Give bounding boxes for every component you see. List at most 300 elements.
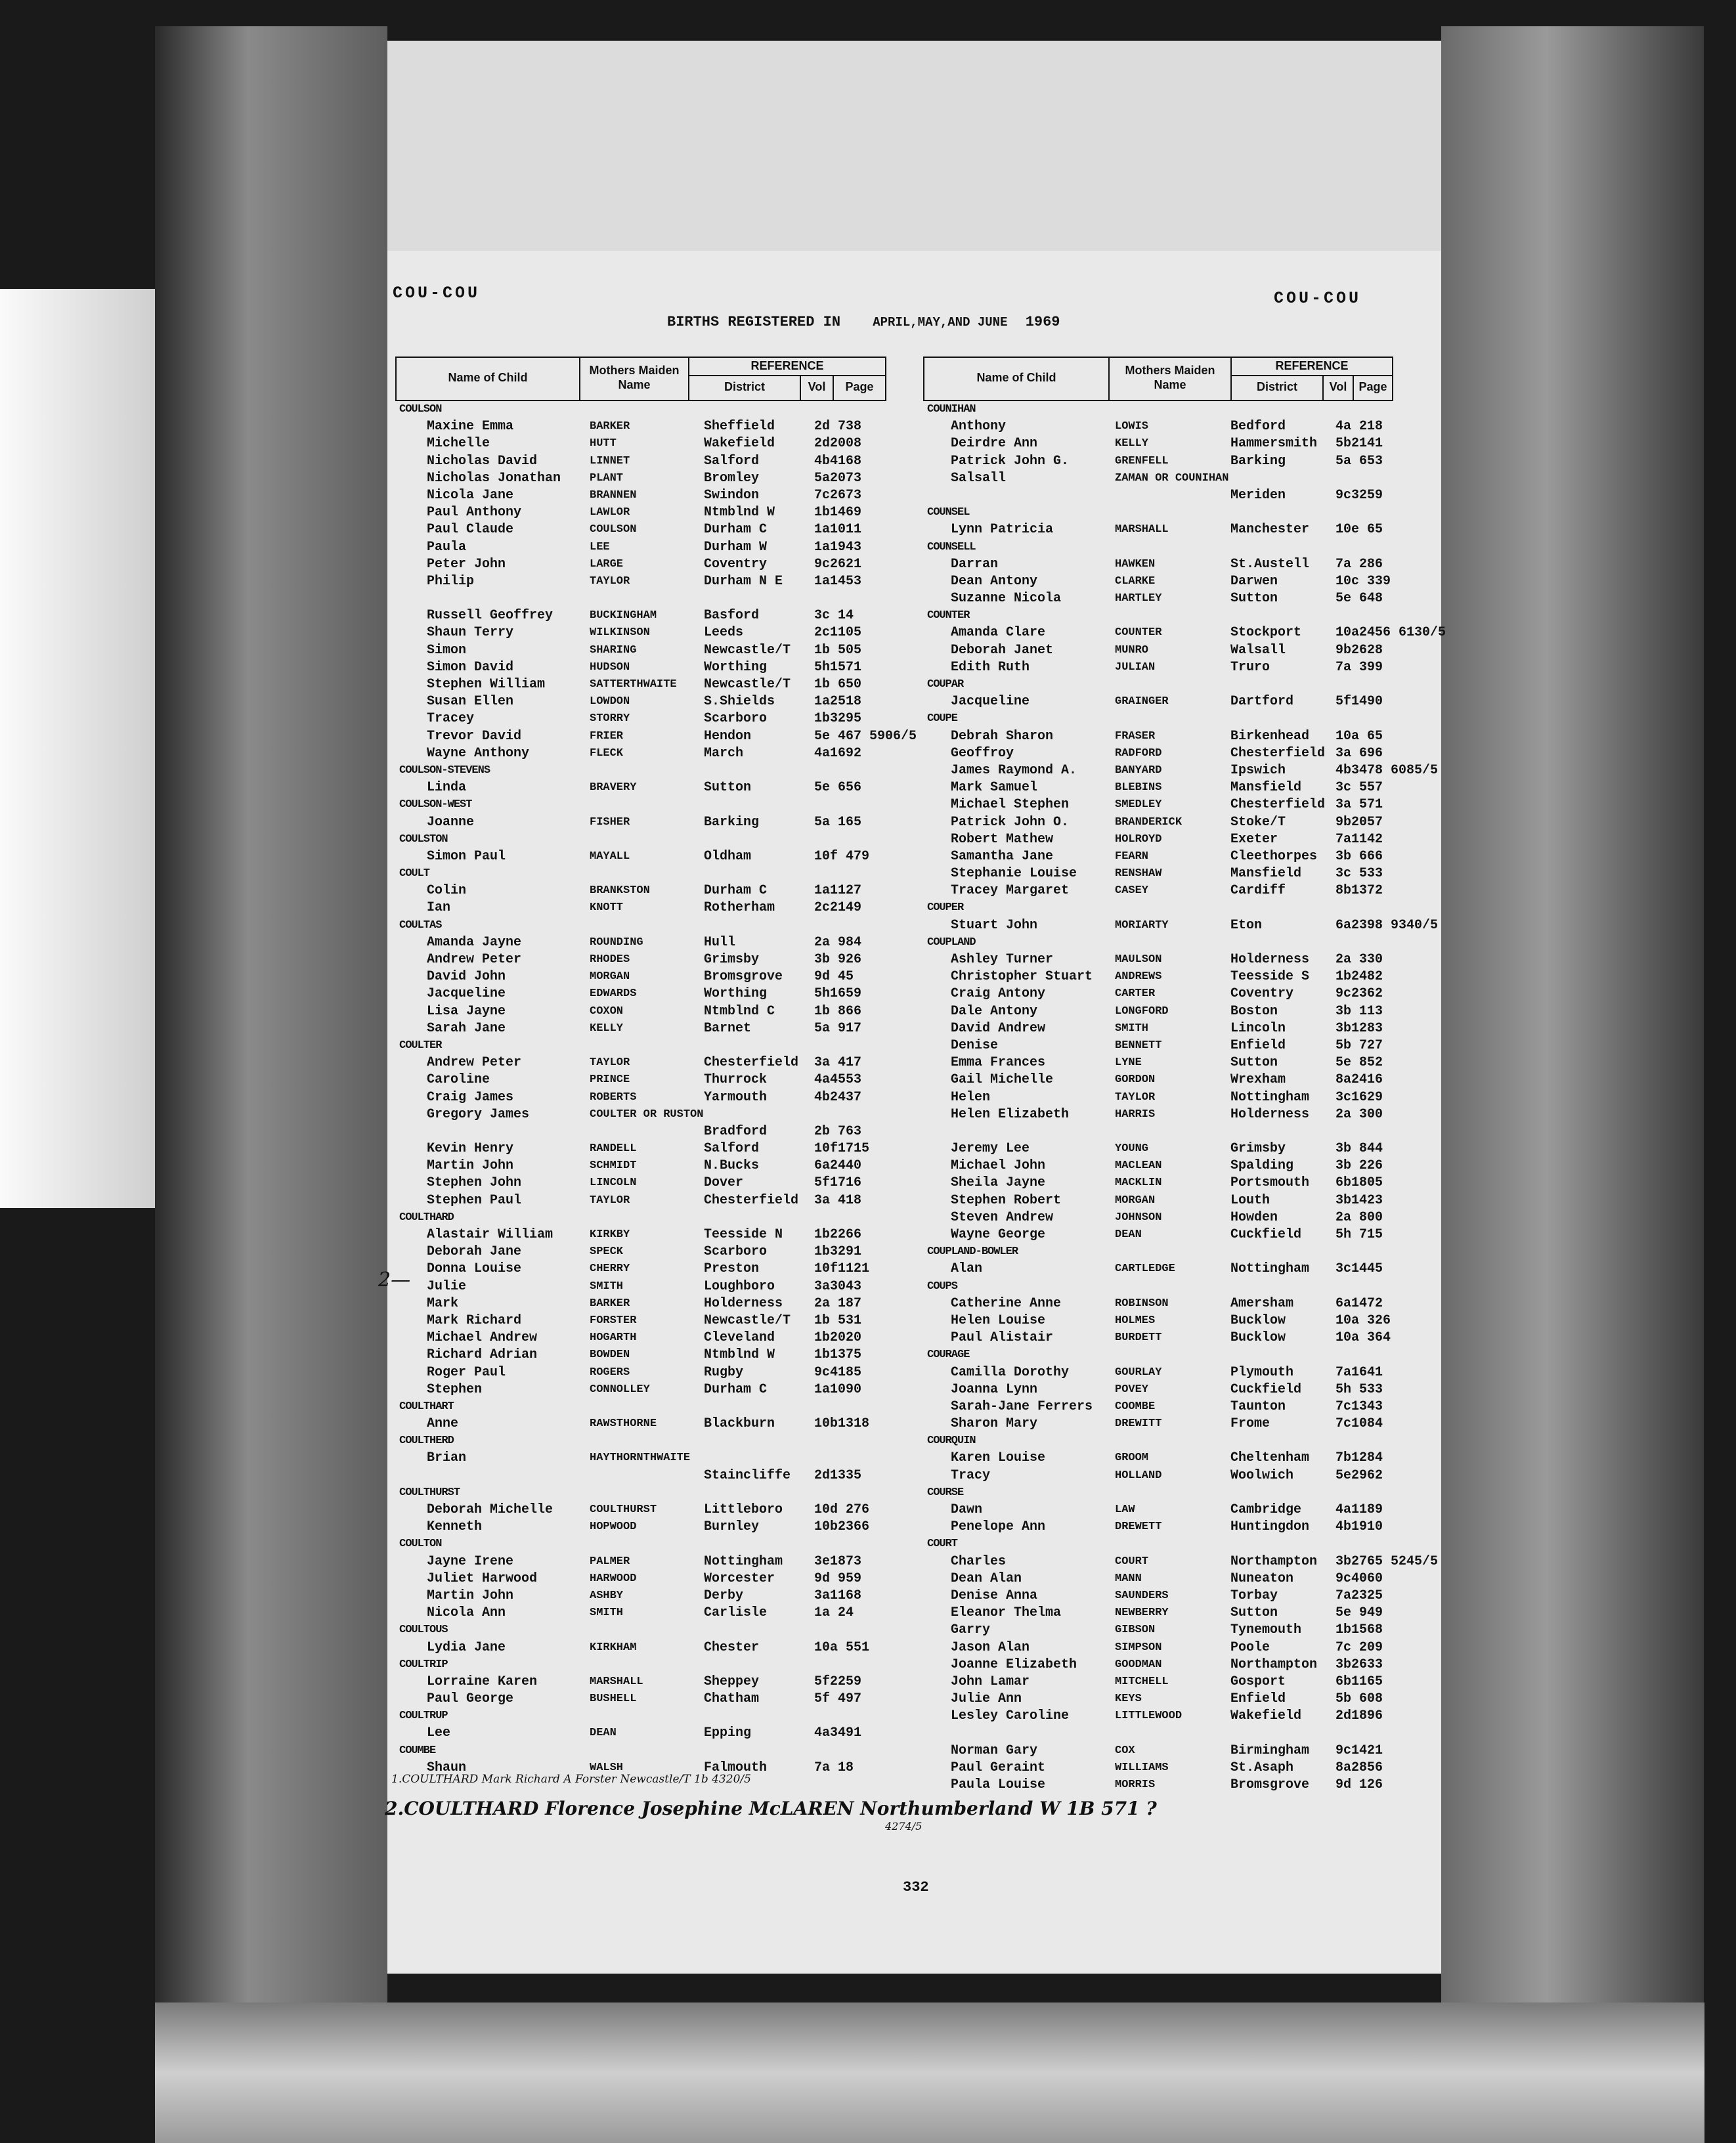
child-name: Joanne <box>427 814 475 830</box>
mother-maiden-name: KIRKHAM <box>590 1641 637 1654</box>
surname: COULTHERD <box>399 1435 454 1448</box>
child-name: Paul Anthony <box>427 505 522 521</box>
district: Sheffield <box>704 419 775 435</box>
child-name: Maxine Emma <box>427 419 514 435</box>
child-name: Stephen <box>427 1381 483 1397</box>
surname: COULSON-STEVENS <box>399 764 490 777</box>
table-row <box>395 899 886 917</box>
table-row <box>395 814 886 831</box>
reference: 1b1568 <box>1335 1622 1383 1638</box>
child-name: Penelope Ann <box>951 1519 1046 1535</box>
table-row <box>395 1674 886 1691</box>
district: Durham C <box>704 883 768 899</box>
handwritten-marker: 2— <box>378 1268 411 1291</box>
table-row <box>923 831 1393 848</box>
surname-heading <box>923 710 1393 727</box>
district: Bromsgrove <box>704 969 783 985</box>
surname: COULSON <box>399 403 442 416</box>
reference: 1b3295 <box>814 711 862 727</box>
reference: 9c4185 <box>814 1364 862 1380</box>
reference: 5f2259 <box>814 1674 862 1689</box>
mother-maiden-name: BARKER <box>590 420 630 433</box>
table-row <box>395 1588 886 1605</box>
mother-maiden-name: BUCKINGHAM <box>590 609 657 622</box>
child-name: Michael Andrew <box>427 1330 538 1346</box>
mother-maiden-name: HOLLAND <box>1115 1469 1162 1482</box>
mother-maiden-name: BENNETT <box>1115 1039 1162 1052</box>
mother-maiden-name: MANN <box>1115 1572 1142 1585</box>
mother-maiden-name: LEE <box>590 540 610 553</box>
reference: 3a 571 <box>1335 797 1383 813</box>
child-name: Steven Andrew <box>951 1209 1054 1225</box>
table-row <box>923 590 1393 607</box>
table-row <box>923 1570 1393 1588</box>
right-column <box>923 357 1446 1794</box>
table-row <box>395 1089 886 1106</box>
reference: 9b2057 <box>1335 814 1383 830</box>
district: Worthing <box>704 986 768 1002</box>
mother-maiden-name: WILLIAMS <box>1115 1761 1169 1774</box>
reference: 3b2633 <box>1335 1656 1383 1672</box>
table-row <box>923 1261 1393 1278</box>
child-name: Paula Louise <box>951 1777 1046 1792</box>
child-name: Gregory James <box>427 1106 530 1122</box>
reference: 1a1127 <box>814 883 862 899</box>
mother-maiden-name: LOWIS <box>1115 420 1149 433</box>
district: Swindon <box>704 487 760 503</box>
table-row <box>923 968 1393 985</box>
surname-heading <box>395 917 886 934</box>
child-name: Shaun Terry <box>427 625 514 641</box>
reference: 1a1943 <box>814 539 862 555</box>
mother-maiden-name: FISHER <box>590 815 630 829</box>
district: Nottingham <box>704 1553 783 1569</box>
child-name: Tracey Margaret <box>951 883 1070 899</box>
child-name: Deborah Janet <box>951 642 1054 658</box>
district: Epping <box>704 1725 752 1741</box>
child-name: Stephen William <box>427 677 546 692</box>
mother-maiden-name: KELLY <box>590 1022 624 1035</box>
reference: 3b1423 <box>1335 1192 1383 1208</box>
surname-heading <box>395 796 886 813</box>
reference: 7a 18 <box>814 1760 854 1775</box>
header-maiden: Mothers Maiden Name <box>580 358 689 400</box>
table-row <box>395 1020 886 1037</box>
surname: COULTRIP <box>399 1658 448 1671</box>
mother-maiden-name: KELLY <box>1115 437 1149 450</box>
header-name: Name of Child <box>397 358 580 400</box>
surname-heading <box>395 1433 886 1450</box>
child-name: Helen Louise <box>951 1312 1046 1328</box>
surname-heading <box>395 1209 886 1226</box>
table-row <box>923 985 1393 1003</box>
table-row <box>923 1226 1393 1244</box>
mother-maiden-name: RAWSTHORNE <box>590 1418 657 1431</box>
district: Cleveland <box>704 1330 775 1346</box>
surname-heading <box>395 401 886 418</box>
district: Durham W <box>704 539 768 555</box>
mother-maiden-name: GOURLAY <box>1115 1366 1162 1379</box>
district: Ntmblnd C <box>704 1003 775 1019</box>
reference: 5e 648 <box>1335 591 1383 607</box>
header-page: Page <box>845 380 874 393</box>
reference: 10d 276 <box>814 1502 870 1517</box>
mother-maiden-name: TAYLOR <box>590 1056 630 1070</box>
district: Poole <box>1230 1639 1270 1655</box>
table-row <box>923 1760 1393 1777</box>
table-row <box>395 710 886 727</box>
child-name: Anthony <box>951 419 1007 435</box>
district: Holderness <box>704 1295 783 1311</box>
surname-heading <box>923 539 1393 556</box>
reference: 1a1090 <box>814 1381 862 1397</box>
reference: 2b 763 <box>814 1123 862 1139</box>
mother-maiden-name: HAYTHORNTHWAITE <box>590 1452 691 1465</box>
reference: 3b 844 <box>1335 1141 1383 1157</box>
district: Northampton <box>1230 1656 1318 1672</box>
mother-maiden-name: ASHBY <box>590 1589 624 1602</box>
district: Taunton <box>1230 1398 1286 1414</box>
reference: 5a 917 <box>814 1020 862 1036</box>
table-row <box>923 1364 1393 1381</box>
surname-heading <box>395 1484 886 1502</box>
right-entries <box>923 401 1446 1794</box>
child-name: David John <box>427 969 506 985</box>
mother-maiden-name: ANDREWS <box>1115 970 1162 984</box>
surname: COULTHART <box>399 1400 454 1413</box>
header-reference: REFERENCE <box>689 358 885 376</box>
reference: 5h1659 <box>814 986 862 1002</box>
mother-maiden-name: JULIAN <box>1115 660 1156 674</box>
table-row <box>923 693 1393 710</box>
handwritten-note-2: 2.COULTHARD Florence Josephine McLAREN Northumberland W 1B 571 ? <box>385 1798 1157 1819</box>
reference: 1a 24 <box>814 1605 854 1621</box>
reference: 5a 653 <box>1335 453 1383 469</box>
reference: 3a1168 <box>814 1588 862 1603</box>
child-name: Lee <box>427 1725 451 1741</box>
table-row <box>923 1072 1393 1089</box>
reference: 1b2020 <box>814 1330 862 1346</box>
table-row <box>923 487 1393 504</box>
child-name: Wayne Anthony <box>427 745 530 761</box>
reference: 2d1335 <box>814 1467 862 1483</box>
reference: 1b 505 <box>814 642 862 658</box>
reference: 5e 467 5906/5 <box>814 728 917 744</box>
table-row <box>923 1725 1393 1742</box>
surname-heading <box>923 899 1393 917</box>
district: Holderness <box>1230 1106 1310 1122</box>
reference: 5h 715 <box>1335 1227 1383 1242</box>
child-name: Garry <box>951 1622 991 1638</box>
table-row <box>395 951 886 968</box>
child-name: Eleanor Thelma <box>951 1605 1062 1621</box>
reference: 3a 418 <box>814 1192 862 1208</box>
reference: 1b2266 <box>814 1227 862 1242</box>
district: Portsmouth <box>1230 1175 1310 1191</box>
district: Chester <box>704 1639 760 1655</box>
child-name: Sarah Jane <box>427 1020 506 1036</box>
table-row <box>923 1519 1393 1536</box>
mother-maiden-name: HOLROYD <box>1115 833 1162 846</box>
surname-heading <box>395 865 886 882</box>
child-name: Jacqueline <box>427 986 506 1002</box>
surname-heading <box>923 401 1393 418</box>
mother-maiden-name: SAUNDERS <box>1115 1589 1169 1602</box>
child-name: Craig Antony <box>951 986 1046 1002</box>
surname: COULTAS <box>399 919 442 932</box>
mother-maiden-name: BRAVERY <box>590 781 637 794</box>
surname-heading <box>395 1743 886 1760</box>
district: Staincliffe <box>704 1467 791 1483</box>
mother-maiden-name: BURDETT <box>1115 1331 1162 1345</box>
reference: 7b1284 <box>1335 1450 1383 1466</box>
table-row <box>395 1192 886 1209</box>
child-name: Samantha Jane <box>951 848 1054 864</box>
reference: 2d 738 <box>814 419 862 435</box>
table-row <box>395 1140 886 1158</box>
mother-maiden-name: GOODMAN <box>1115 1658 1162 1671</box>
table-row <box>923 1708 1393 1725</box>
child-name: Dale Antony <box>951 1003 1038 1019</box>
mother-maiden-name: MACLEAN <box>1115 1159 1162 1173</box>
reference: 10a 551 <box>814 1639 870 1655</box>
child-name: Paul Alistair <box>951 1330 1054 1346</box>
district: Spalding <box>1230 1158 1294 1174</box>
mother-maiden-name: HOPWOOD <box>590 1521 637 1534</box>
district: Hull <box>704 934 736 950</box>
child-name: Emma Frances <box>951 1055 1046 1071</box>
child-name: Caroline <box>427 1072 490 1088</box>
reference: 10f1715 <box>814 1141 870 1157</box>
reference: 3b 926 <box>814 952 862 967</box>
district: Amersham <box>1230 1295 1294 1311</box>
child-name: Deborah Michelle <box>427 1502 553 1517</box>
table-row <box>395 1639 886 1656</box>
reference: 7c1343 <box>1335 1398 1383 1414</box>
mother-maiden-name: CHERRY <box>590 1263 630 1276</box>
reference: 2a 330 <box>1335 952 1383 967</box>
district: Barnet <box>704 1020 752 1036</box>
reference: 9c2362 <box>1335 986 1383 1002</box>
district: Stoke/T <box>1230 814 1286 830</box>
reference: 3b1283 <box>1335 1020 1383 1036</box>
table-row <box>923 1381 1393 1398</box>
table-row <box>923 1691 1393 1708</box>
reference: 6b1165 <box>1335 1674 1383 1689</box>
district: Thurrock <box>704 1072 768 1088</box>
reference: 10f1121 <box>814 1261 870 1277</box>
child-name: John Lamar <box>951 1674 1030 1689</box>
table-row <box>923 642 1393 659</box>
reference: 9c1421 <box>1335 1743 1383 1758</box>
district: Dover <box>704 1175 744 1191</box>
district: Durham C <box>704 1381 768 1397</box>
page-number: 332 <box>903 1879 929 1895</box>
mother-maiden-name: LYNE <box>1115 1056 1142 1070</box>
table-row <box>923 521 1393 538</box>
table-row <box>395 435 886 452</box>
district: Wrexham <box>1230 1072 1286 1088</box>
mother-maiden-name: MORGAN <box>590 970 630 984</box>
mother-maiden-name: DEAN <box>1115 1228 1142 1241</box>
table-row <box>923 1656 1393 1674</box>
mother-maiden-name: MORRIS <box>1115 1779 1156 1791</box>
mother-maiden-name: GIBSON <box>1115 1624 1156 1637</box>
table-row <box>395 521 886 538</box>
child-name: Deborah Jane <box>427 1244 522 1260</box>
district: Truro <box>1230 659 1270 675</box>
child-name: Suzanne Nicola <box>951 591 1062 607</box>
table-row <box>395 659 886 676</box>
mother-maiden-name: MARSHALL <box>1115 523 1169 536</box>
surname: COUMBE <box>399 1744 436 1757</box>
mother-maiden-name: SCHMIDT <box>590 1159 637 1173</box>
table-row <box>923 659 1393 676</box>
surname: COUPLAND-BOWLER <box>927 1245 1018 1259</box>
district: Cuckfield <box>1230 1227 1302 1242</box>
mother-maiden-name: YOUNG <box>1115 1142 1149 1156</box>
district: Basford <box>704 608 760 624</box>
table-row <box>395 693 886 710</box>
header-right: COU-COU <box>1274 289 1362 308</box>
reference: 7a1142 <box>1335 831 1383 847</box>
mother-maiden-name: MUNRO <box>1115 643 1149 657</box>
table-row <box>395 607 886 624</box>
table-row <box>923 779 1393 796</box>
table-row <box>395 1502 886 1519</box>
reference: 5f1490 <box>1335 694 1383 710</box>
mother-maiden-name: MORGAN <box>1115 1194 1156 1207</box>
mother-maiden-name: BOWDEN <box>590 1349 630 1362</box>
reference: 7a 399 <box>1335 659 1383 675</box>
surname: COURT <box>927 1538 958 1551</box>
mother-maiden-name: PLANT <box>590 471 624 485</box>
table-row <box>923 573 1393 590</box>
reference: 10a 65 <box>1335 728 1383 744</box>
reference: 1a1011 <box>814 522 862 538</box>
table-row <box>395 487 886 504</box>
child-name: Trevor David <box>427 728 522 744</box>
mother-maiden-name: WALSH <box>590 1761 624 1774</box>
child-name: Mark Richard <box>427 1312 522 1328</box>
table-row <box>923 1553 1439 1570</box>
district: Bradford <box>704 1123 768 1139</box>
district: Chesterfield <box>1230 797 1326 813</box>
mother-maiden-name: DREWETT <box>1115 1521 1162 1534</box>
table-row <box>395 1553 886 1570</box>
child-name: Ashley Turner <box>951 952 1054 967</box>
mother-maiden-name: FEARN <box>1115 850 1149 863</box>
mother-maiden-name: STORRY <box>590 712 630 725</box>
reference: 10a 364 <box>1335 1330 1391 1346</box>
mother-maiden-name: MITCHELL <box>1115 1675 1169 1688</box>
header-district: District <box>689 376 801 400</box>
table-row <box>923 1037 1393 1054</box>
table-row <box>395 1570 886 1588</box>
district: Exeter <box>1230 831 1278 847</box>
mother-maiden-name: RENSHAW <box>1115 867 1162 880</box>
mother-maiden-name: LITTLEWOOD <box>1115 1710 1183 1723</box>
child-name: Mark Samuel <box>951 780 1038 796</box>
child-name: Anne <box>427 1416 459 1432</box>
reference: 2d1896 <box>1335 1708 1383 1724</box>
surname: COURSE <box>927 1486 964 1499</box>
district: Bucklow <box>1230 1312 1286 1328</box>
reference: 10f 479 <box>814 848 870 864</box>
mother-maiden-name: KIRKBY <box>590 1228 630 1241</box>
mother-maiden-name: GRENFELL <box>1115 454 1169 467</box>
mother-maiden-name: SATTERTHWAITE <box>590 678 677 691</box>
reference: 2a 800 <box>1335 1209 1383 1225</box>
reference: 7a1641 <box>1335 1364 1383 1380</box>
header-reference: REFERENCE <box>1232 358 1392 376</box>
mother-maiden-name: HUDSON <box>590 660 630 674</box>
mother-maiden-name: TAYLOR <box>1115 1091 1156 1104</box>
reference: 4a3491 <box>814 1725 862 1741</box>
reference: 6a1472 <box>1335 1295 1383 1311</box>
district: Leeds <box>704 625 744 641</box>
table-row <box>395 1312 886 1330</box>
mother-maiden-name: LONGFORD <box>1115 1005 1169 1018</box>
district: Loughboro <box>704 1278 775 1294</box>
surname: COUPLAND <box>927 936 976 949</box>
child-name: Sarah-Jane Ferrers <box>951 1398 1093 1414</box>
district: Mansfield <box>1230 866 1302 882</box>
table-row <box>395 1123 886 1140</box>
reference: 7a2325 <box>1335 1588 1383 1603</box>
child-name: Peter John <box>427 556 506 572</box>
child-name: Debrah Sharon <box>951 728 1054 744</box>
reference: 7a 286 <box>1335 556 1383 572</box>
right-table-header <box>923 357 1393 401</box>
table-row <box>395 1725 886 1742</box>
child-name: Alastair William <box>427 1227 553 1242</box>
table-row <box>923 1209 1393 1226</box>
district: Ntmblnd W <box>704 505 775 521</box>
reference: 10c 339 <box>1335 573 1391 589</box>
surname: COURAGE <box>927 1349 970 1362</box>
table-row <box>395 1175 886 1192</box>
reference: 6a2440 <box>814 1158 862 1174</box>
child-name: Nicholas David <box>427 453 538 469</box>
table-row <box>923 453 1393 470</box>
child-name: Darran <box>951 556 999 572</box>
district: Birmingham <box>1230 1743 1310 1758</box>
child-name: Andrew Peter <box>427 1055 522 1071</box>
surname: COUPAR <box>927 678 964 691</box>
district: St.Asaph <box>1230 1760 1294 1775</box>
left-table-header <box>395 357 886 401</box>
child-name: Kenneth <box>427 1519 483 1535</box>
district: Nottingham <box>1230 1089 1310 1105</box>
table-row <box>395 728 917 745</box>
reference: 2c1105 <box>814 625 862 641</box>
table-row <box>923 1106 1393 1123</box>
table-row <box>395 1244 886 1261</box>
district: Bromsgrove <box>1230 1777 1310 1792</box>
mother-maiden-name: BLEBINS <box>1115 781 1162 794</box>
district: St.Austell <box>1230 556 1310 572</box>
district: Yarmouth <box>704 1089 768 1105</box>
mother-maiden-name: HARTLEY <box>1115 592 1162 605</box>
reference: 8a2856 <box>1335 1760 1383 1775</box>
district: Lincoln <box>1230 1020 1286 1036</box>
reference: 3c 14 <box>814 608 854 624</box>
district: Dartford <box>1230 694 1294 710</box>
reference: 6a2398 9340/5 <box>1335 917 1439 933</box>
child-name: Nicholas Jonathan <box>427 470 561 486</box>
surname-heading <box>923 1484 1393 1502</box>
